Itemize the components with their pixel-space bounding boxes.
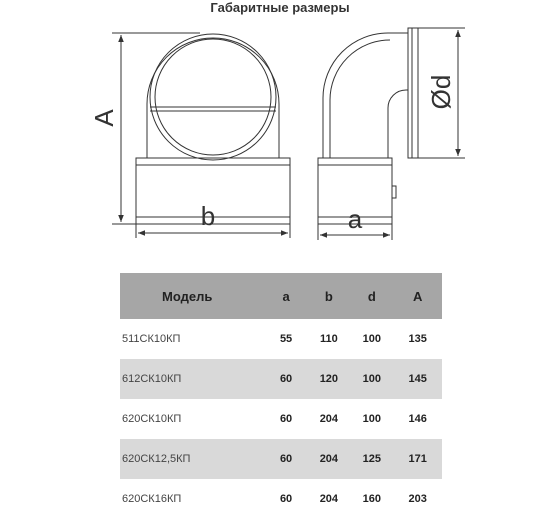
cell-A: 171 <box>393 439 442 479</box>
cell-a: 60 <box>279 493 293 505</box>
cell-A: 203 <box>408 493 427 505</box>
front-round-flange <box>150 34 276 160</box>
cell-model: 620СК10КП <box>122 413 182 425</box>
cell-a: 60 <box>265 359 308 399</box>
header-a: a <box>265 273 308 319</box>
cell-model: 620СК12,5КП <box>120 439 265 479</box>
header-A: A <box>393 273 442 319</box>
cell-model: 620СК16КП <box>122 493 182 505</box>
dim-label-a: a <box>347 204 363 234</box>
cell-d: 100 <box>350 359 393 399</box>
side-bend-inner <box>388 90 408 158</box>
header-model: Модель <box>120 273 265 319</box>
cell-b: 204 <box>319 413 339 425</box>
table-row <box>120 359 442 399</box>
side-outlet-nub <box>392 186 396 198</box>
cell-b: 120 <box>307 359 350 399</box>
dim-label-A: A <box>89 109 119 127</box>
cell-A: 146 <box>408 413 427 425</box>
table-row <box>120 399 442 439</box>
cell-d: 160 <box>362 493 381 505</box>
table-header-row <box>120 273 442 319</box>
cell-d: 100 <box>362 413 381 425</box>
cell-model: 511СК10КП <box>122 333 181 345</box>
cell-a: 60 <box>279 413 293 425</box>
side-bend-outer <box>323 33 408 158</box>
header-b: b <box>307 273 350 319</box>
cell-b: 204 <box>307 439 350 479</box>
cell-d: 125 <box>350 439 393 479</box>
cell-a: 55 <box>279 333 293 345</box>
cell-a: 60 <box>265 439 308 479</box>
header-d: d <box>350 273 393 319</box>
cell-d: 100 <box>362 333 381 345</box>
side-round-outlet <box>408 28 418 158</box>
table-row <box>120 479 442 519</box>
dim-label-b: b <box>200 201 216 231</box>
table-row <box>120 319 442 359</box>
page-title: Габаритные размеры <box>210 0 350 15</box>
cell-A: 135 <box>408 333 427 345</box>
dimensions-table <box>120 273 442 519</box>
side-view <box>318 28 418 224</box>
cell-b: 110 <box>320 333 338 345</box>
cell-model: 612СК10КП <box>120 359 265 399</box>
cell-A: 145 <box>393 359 442 399</box>
front-view <box>136 34 290 224</box>
table-row <box>120 439 442 479</box>
cell-b: 204 <box>319 493 339 505</box>
front-round-flange-inner <box>155 39 271 155</box>
dim-label-d: Ød <box>426 74 456 110</box>
